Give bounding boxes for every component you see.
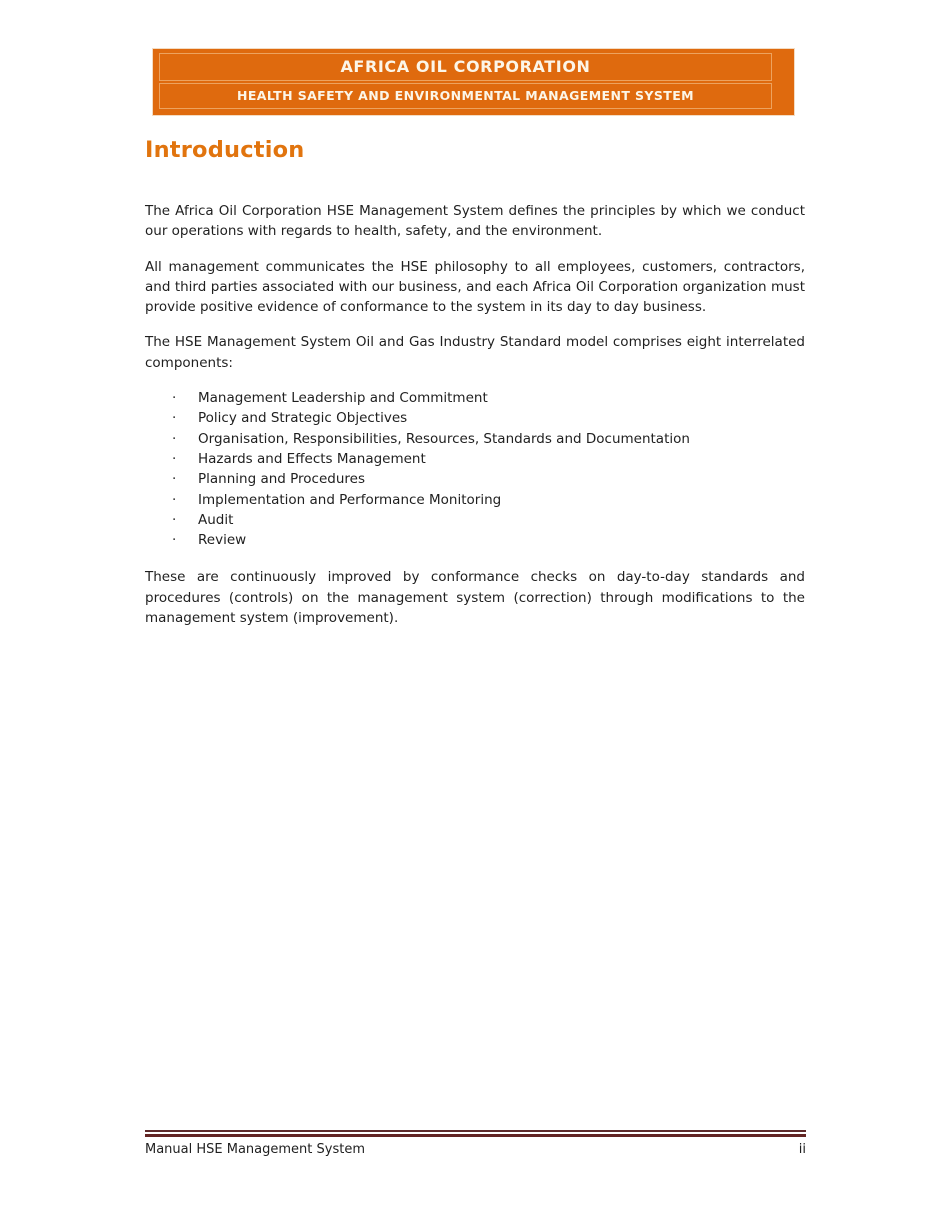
bullet-icon: · <box>172 390 177 407</box>
closing-paragraph: These are continuously improved by conformance checks on day-to-day standards and procedures (controls) on the management system (correction) through modifications to the management system (improvement). <box>145 569 805 627</box>
list-item-label: Implementation and Performance Monitoring <box>198 491 502 508</box>
list-item <box>145 469 805 489</box>
component-bullet-list <box>145 388 805 550</box>
header-banner <box>152 48 795 116</box>
list-item <box>145 408 805 428</box>
company-title: AFRICA OIL CORPORATION <box>159 53 772 81</box>
list-item-label: Hazards and Effects Management <box>198 450 426 467</box>
list-item <box>145 490 805 510</box>
footer-document-title: Manual HSE Management System <box>145 1142 365 1157</box>
document-page <box>145 0 805 1230</box>
list-item <box>145 510 805 530</box>
list-item-label: Management Leadership and Commitment <box>198 390 488 407</box>
bullet-icon: · <box>172 410 177 427</box>
bullet-icon: · <box>172 471 177 488</box>
section-heading: Introduction <box>145 137 305 163</box>
list-item-label: Audit <box>198 511 234 528</box>
list-item-label: Policy and Strategic Objectives <box>198 410 408 427</box>
list-item-label: Organisation, Responsibilities, Resources, Standards and Documentation <box>198 430 690 447</box>
list-item <box>145 530 805 550</box>
paragraph-3: The HSE Management System Oil and Gas Industry Standard model comprises eight interrelated components: <box>145 334 805 371</box>
paragraph-2: All management communicates the HSE philosophy to all employees, customers, contractors, and third parties associated with our business, and each Africa Oil Corporation organization must provide positive evidence of conformance to the system in its day to day business. <box>145 258 805 316</box>
footer-divider <box>145 1130 806 1137</box>
bullet-icon: · <box>172 491 177 508</box>
list-item-label: Review <box>198 532 247 549</box>
bullet-icon: · <box>172 511 177 528</box>
list-item <box>145 388 805 408</box>
bullet-icon: · <box>172 430 177 447</box>
bullet-icon: · <box>172 450 177 467</box>
list-item <box>145 429 805 449</box>
list-item-label: Planning and Procedures <box>198 471 365 488</box>
document-subtitle: HEALTH SAFETY AND ENVIRONMENTAL MANAGEMENT SYSTEM <box>159 83 772 109</box>
bullet-icon: · <box>172 532 177 549</box>
page-number: ii <box>798 1142 806 1157</box>
list-item <box>145 449 805 469</box>
page-footer <box>145 1130 806 1157</box>
paragraph-1: The Africa Oil Corporation HSE Management System defines the principles by which we conduct our operations with regards to health, safety, and the environment. <box>145 203 805 240</box>
